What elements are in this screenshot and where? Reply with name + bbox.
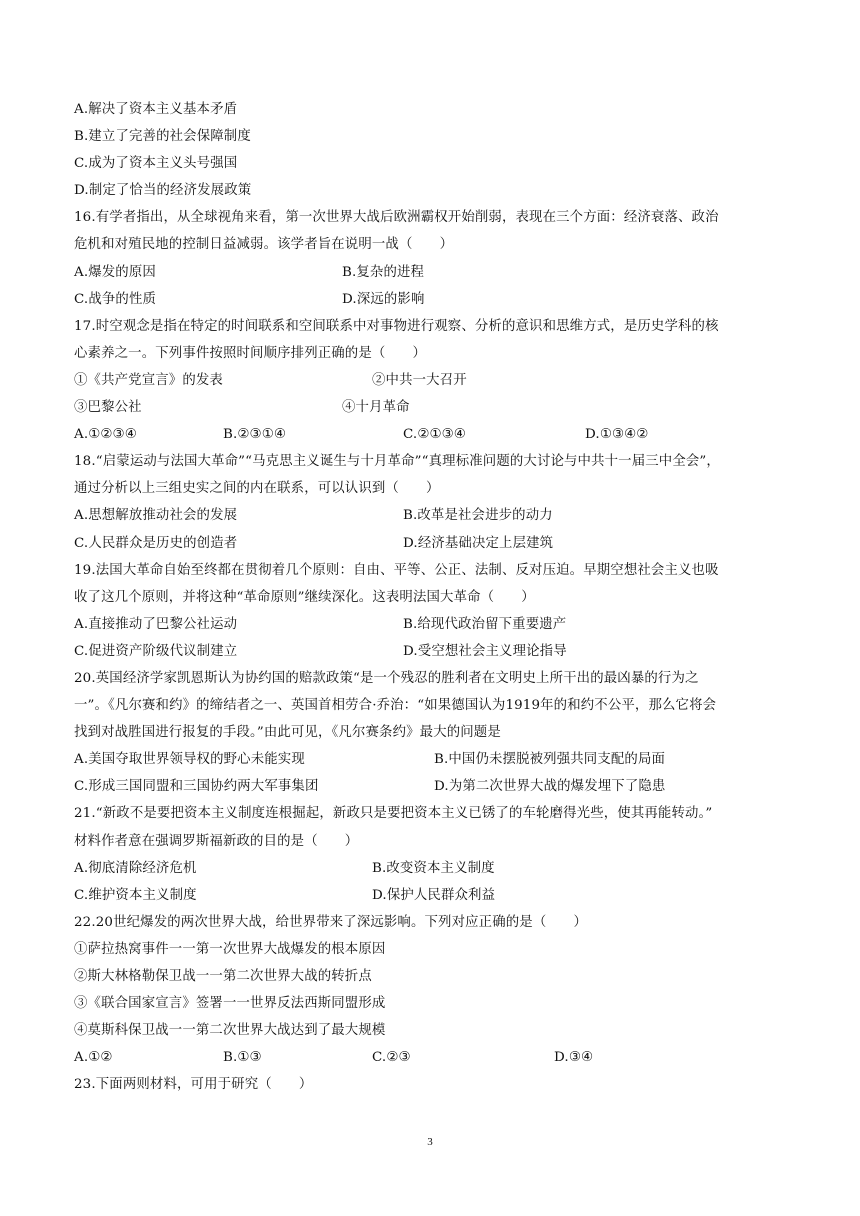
answer-option: ④十月革命 [342,400,410,416]
answer-option: D.受空想社会主义理论指导 [403,643,567,659]
text-line: 16.有学者指出，从全球视角来看，第一次世界大战后欧洲霸权开始削弱，表现在三个方面：经济衰落、政治 [74,210,719,226]
answer-option: B.②③①④ [223,427,287,443]
answer-option: D.为第二次世界大战的爆发埋下了隐患 [434,779,666,795]
answer-option: C.人民群众是历史的创造者 [74,535,238,551]
question-content [74,96,794,1098]
text-line: 一”。《凡尔赛和约》的缔结者之一、英国首相劳合·乔治：“如果德国认为1919年的和约不公平，那么它将会 [74,698,717,714]
text-line: D.制定了恰当的经济发展政策 [74,183,252,199]
answer-option: D.深远的影响 [342,291,425,307]
text-line: 心素养之一。下列事件按照时间顺序排列正确的是（ ） [74,345,427,361]
text-line: ②斯大林格勒保卫战一一第二次世界大战的转折点 [74,969,372,984]
option-row [74,394,794,421]
option-row [74,421,794,448]
option-row [74,502,794,529]
answer-option: C.②①③④ [403,427,466,443]
option-row [74,367,794,394]
text-line: A.解决了资本主义基本矛盾 [74,102,238,117]
text-line: ④莫斯科保卫战一一第二次世界大战达到了最大规模 [74,1023,386,1039]
answer-option: B.改革是社会进步的动力 [403,508,553,524]
option-row [74,746,794,773]
answer-option: ③巴黎公社 [74,400,142,416]
answer-option: C.战争的性质 [74,291,157,307]
answer-option: C.促进资产阶级代议制建立 [74,643,238,659]
option-row [74,855,794,882]
answer-option: A.直接推动了巴黎公社运动 [74,616,238,632]
text-line: ①萨拉热窝事件一一第一次世界大战爆发的根本原因 [74,941,386,957]
text-line: 收了这几个原则，并将这种“革命原则”继续深化。这表明法国大革命（ ） [74,589,535,605]
text-line: C.成为了资本主义头号强国 [74,156,238,172]
page-number: 3 [427,1136,433,1148]
option-row [74,611,794,638]
answer-option: B.复杂的进程 [342,264,425,280]
text-line: ③《联合国家宣言》签署一一世界反法西斯同盟形成 [74,996,386,1012]
text-line: 21.“新政不是要把资本主义制度连根掘起，新政只是要把资本主义已锈了的车轮磨得光些，使其再能转动。” [74,806,713,822]
option-row [74,530,794,557]
text-line: 材料作者意在强调罗斯福新政的目的是（ ） [74,833,359,849]
answer-option: D.①③④② [585,427,649,443]
answer-option: A.①②③④ [74,427,137,443]
text-line: 危机和对殖民地的控制日益减弱。该学者旨在说明一战（ ） [74,237,454,253]
text-line: 18.“启蒙运动与法国大革命”“马克思主义诞生与十月革命”“真理标准问题的大讨论与中共十一届三中全会”， [74,454,720,470]
answer-option: ②中共一大召开 [372,372,467,388]
answer-option: C.②③ [372,1050,411,1066]
answer-option: B.给现代政治留下重要遗产 [403,616,567,632]
option-row [74,638,794,665]
answer-option: B.①③ [223,1050,262,1066]
answer-option: C.维护资本主义制度 [74,887,197,903]
answer-option: A.思想解放推动社会的发展 [74,508,238,524]
option-row [74,773,794,800]
text-line: 20.英国经济学家凯恩斯认为协约国的赔款政策“是一个残忍的胜利者在文明史上所干出的最凶暴的行为之 [74,670,699,686]
answer-option: D.经济基础决定上层建筑 [403,535,554,551]
answer-option: ①《共产党宣言》的发表 [74,372,223,388]
option-row [74,286,794,313]
answer-option: A.美国夺取世界领导权的野心未能实现 [74,752,305,768]
text-line: 通过分析以上三组史实之间的内在联系，可以认识到（ ） [74,481,440,497]
option-row [74,882,794,909]
answer-option: B.改变资本主义制度 [372,860,495,876]
text-line: B.建立了完善的社会保障制度 [74,129,251,145]
text-line: 19.法国大革命自始至终都在贯彻着几个原则：自由、平等、公正、法制、反对压迫。早期空想社会主义也吸 [74,562,719,578]
option-row [74,1044,794,1071]
text-line: 17.时空观念是指在特定的时间联系和空间联系中对事物进行观察、分析的意识和思维方式，是历史学科的核 [74,318,719,334]
text-line: 22.20世纪爆发的两次世界大战，给世界带来了深远影响。下列对应正确的是（ ） [74,914,588,930]
answer-option: A.①② [74,1050,113,1066]
answer-option: A.彻底清除经济危机 [74,860,197,876]
option-row [74,259,794,286]
answer-option: D.保护人民群众利益 [372,887,496,903]
answer-option: A.爆发的原因 [74,264,156,280]
answer-option: C.形成三国同盟和三国协约两大军事集团 [74,779,319,795]
text-line: 找到对战胜国进行报复的手段。”由此可见，《凡尔赛条约》最大的问题是 [74,725,501,741]
answer-option: B.中国仍未摆脱被列强共同支配的局面 [434,752,666,768]
text-line: 23.下面两则材料，可用于研究（ ） [74,1077,313,1093]
answer-option: D.③④ [554,1050,594,1066]
